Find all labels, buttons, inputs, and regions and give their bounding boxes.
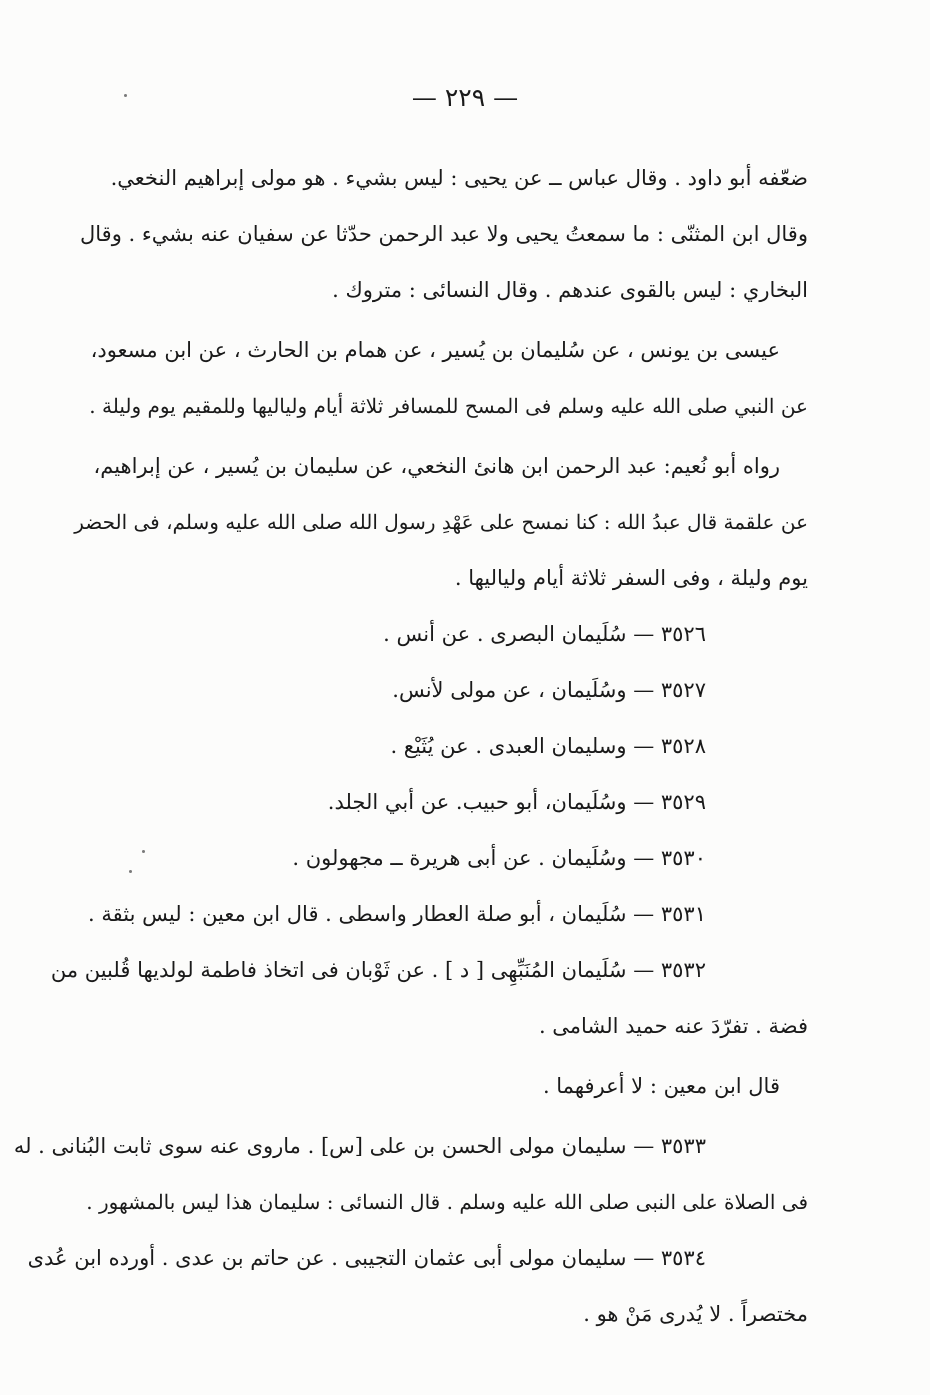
text-line-8: يوم وليلة ، وفى السفر ثلاثة أيام ولياليها . [454, 566, 808, 590]
text-line-7: عن علقمة قال عبدُ الله : كنا نمسح على عَهْدِ رسول الله صلى الله عليه وسلم، فى الحضر [74, 510, 808, 534]
page-number: — ٢٢٩ — [411, 83, 519, 112]
entry-3528: ٣٥٢٨ — وسليمان العبدى . عن يُثَيْع . [390, 734, 706, 758]
entry-3534: ٣٥٣٤ — سليمان مولى أبى عثمان التجيبى . عن حاتم بن عدى . أورده ابن عُدى [27, 1246, 706, 1270]
text-line-6: رواه أبو نُعيم: عبد الرحمن ابن هانئ النخعي، عن سليمان بن يُسير ، عن إبراهيم، [93, 454, 780, 478]
entry-3526: ٣٥٢٦ — سُلَيمان البصرى . عن أنس . [383, 622, 706, 646]
scan-speck [142, 850, 145, 853]
entry-3533-continuation: فى الصلاة على النبى صلى الله عليه وسلم . قال النسائى : سليمان هذا ليس بالمشهور . [86, 1190, 808, 1214]
entry-3530: ٣٥٣٠ — وسُلَيمان . عن أبى هريرة ــ مجهولون . [292, 846, 706, 870]
text-line-1: ضعّفه أبو داود . وقال عباس ــ عن يحيى : ليس بشيء . هو مولى إبراهيم النخعي. [110, 166, 808, 190]
text-line-3: البخاري : ليس بالقوى عندهم . وقال النسائى : متروك . [332, 278, 808, 302]
entry-3533: ٣٥٣٣ — سليمان مولى الحسن بن على [س] . ماروى عنه سوى ثابت البُنانى . له [13, 1134, 706, 1158]
text-line-5: عن النبي صلى الله عليه وسلم فى المسح للمسافر ثلاثة أيام ولياليها وللمقيم يوم وليلة . [89, 394, 808, 418]
text-line-2: وقال ابن المثنّى : ما سمعتُ يحيى ولا عبد الرحمن حدّثا عن سفيان عنه بشيء . وقال [80, 222, 808, 246]
entry-3534-continuation: مختصراً . لا يُدرى مَنْ هو . [583, 1302, 808, 1326]
text-line-4: عيسى بن يونس ، عن سُليمان بن يُسير ، عن همام بن الحارث ، عن ابن مسعود، [90, 338, 780, 362]
entry-3527: ٣٥٢٧ — وسُلَيمان ، عن مولى لأنس. [392, 678, 706, 702]
entry-3532: ٣٥٣٢ — سُلَيمان المُنَبِّهِى [ د ] . عن ثَوْبان فى اتخاذ فاطمة لولديها قُلبين من [50, 958, 706, 982]
text-line-17: قال ابن معين : لا أعرفهما . [542, 1074, 780, 1098]
scan-speck [124, 94, 127, 97]
entry-3532-continuation: فضة . تفرّدَ عنه حميد الشامى . [538, 1014, 808, 1038]
page-body [13, 150, 808, 1342]
entry-3531: ٣٥٣١ — سُلَيمان ، أبو صلة العطار واسطى . قال ابن معين : ليس بثقة . [88, 902, 706, 926]
entry-3529: ٣٥٢٩ — وسُلَيمان، أبو حبيب. عن أبي الجلد. [327, 790, 706, 814]
scan-speck [129, 870, 132, 873]
